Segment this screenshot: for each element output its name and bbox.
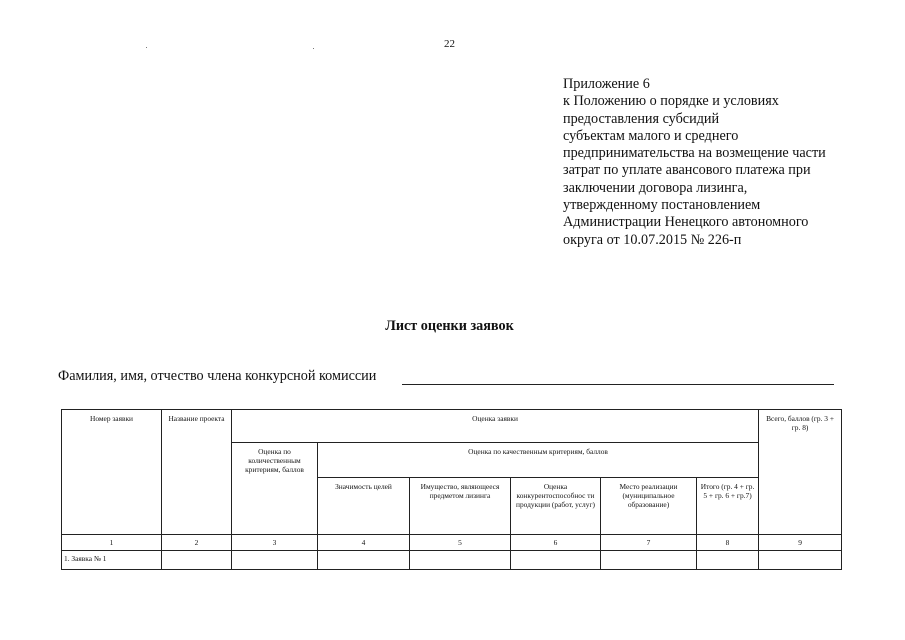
scan-speck	[146, 47, 147, 48]
table-cell	[410, 551, 511, 570]
table-cell	[162, 551, 232, 570]
column-number: 6	[511, 535, 601, 551]
column-number: 2	[162, 535, 232, 551]
header-app-evaluation: Оценка заявки	[232, 410, 759, 443]
appendix-line: субъектам малого и среднего	[563, 127, 739, 144]
table-row	[62, 551, 842, 570]
header-location: Место реализации (муниципальное образование)	[601, 478, 697, 535]
header-goals-significance: Значимость целей	[318, 478, 410, 535]
header-app-number: Номер заявки	[62, 410, 162, 535]
table-cell	[318, 551, 410, 570]
column-number: 4	[318, 535, 410, 551]
column-number: 1	[62, 535, 162, 551]
appendix-header	[563, 76, 826, 249]
appendix-line: утвержденному постановлением	[563, 197, 761, 214]
header-quantitative: Оценка по количественным критериям, баллов	[232, 443, 318, 535]
fio-blank-line	[402, 384, 834, 385]
page-number: 22	[444, 38, 455, 50]
appendix-line: округа от 10.07.2015 № 226-п	[563, 231, 742, 248]
appendix-line: предпринимательства на возмещение части	[563, 145, 826, 162]
table-cell	[697, 551, 759, 570]
row-label: 1. Заявка № 1	[62, 551, 162, 570]
table-cell	[232, 551, 318, 570]
appendix-line: Приложение 6	[563, 76, 650, 92]
evaluation-table	[61, 409, 842, 570]
header-leasing-property: Имущество, являющееся предметом лизинга	[410, 478, 511, 535]
appendix-line: предоставления субсидий	[563, 110, 720, 127]
fio-label: Фамилия, имя, отчество члена конкурсной комиссии	[58, 368, 377, 384]
header-subtotal: Итого (гр. 4 + гр. 5 + гр. 6 + гр.7)	[697, 478, 759, 535]
table-cell	[511, 551, 601, 570]
appendix-line: затрат по уплате авансового платежа при	[563, 162, 811, 179]
column-number: 9	[759, 535, 842, 551]
header-competitiveness: Оценка конкурентоспособнос ти продукции (работ, услуг)	[511, 478, 601, 535]
table-header-row	[62, 410, 842, 443]
table-cell	[759, 551, 842, 570]
appendix-line: заключении договора лизинга,	[563, 179, 748, 196]
document-title-text: Лист оценки заявок	[385, 318, 514, 334]
table-cell	[601, 551, 697, 570]
header-qualitative: Оценка по качественным критериям, баллов	[318, 443, 759, 478]
document-title	[0, 318, 905, 335]
column-number: 8	[697, 535, 759, 551]
column-number: 7	[601, 535, 697, 551]
header-project-name: Название проекта	[162, 410, 232, 535]
column-number: 3	[232, 535, 318, 551]
column-number-row	[62, 535, 842, 551]
header-total: Всего, баллов (гр. 3 + гр. 8)	[759, 410, 842, 535]
appendix-line: к Положению о порядке и условиях	[563, 93, 779, 110]
appendix-line: Администрации Ненецкого автономного	[563, 214, 809, 231]
column-number: 5	[410, 535, 511, 551]
scan-speck	[313, 48, 314, 49]
